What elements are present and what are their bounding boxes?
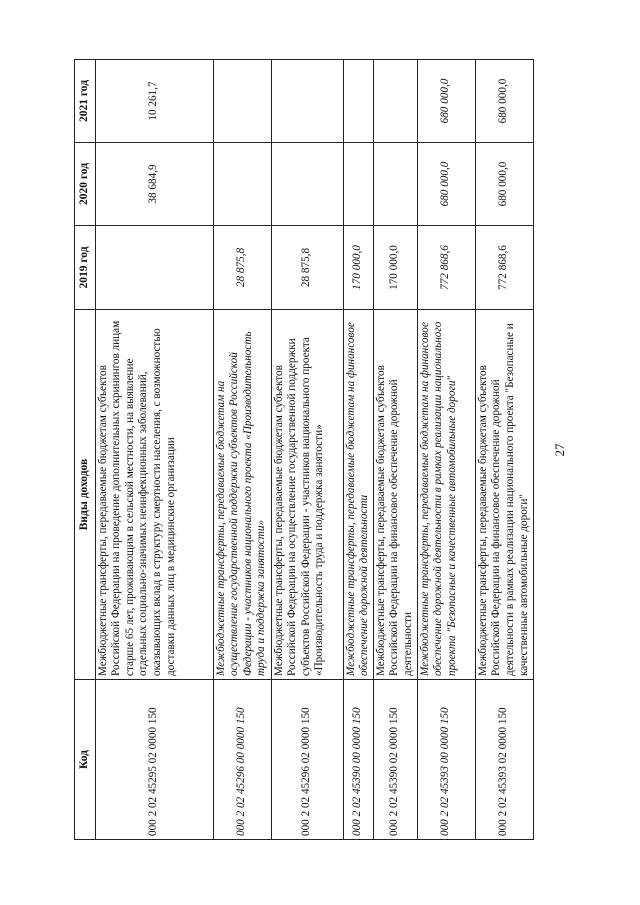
row-2020: 680 000,0 <box>475 143 533 226</box>
row-2020 <box>213 143 271 226</box>
row-code: 000 2 02 45296 02 0000 150 <box>271 680 343 840</box>
table-header <box>75 60 96 840</box>
row-code: 000 2 02 45390 00 0000 150 <box>343 680 373 840</box>
header-row <box>75 60 96 840</box>
row-2020 <box>373 143 417 226</box>
row-2020 <box>271 143 343 226</box>
header-2019: 2019 год <box>75 226 96 310</box>
row-name: Межбюджетные трансферты, передаваемые бюджетам на финансовое обеспечение дорожной деятельности <box>343 310 373 680</box>
row-2019: 772 868,6 <box>417 226 475 310</box>
row-2021 <box>213 60 271 143</box>
row-2021 <box>343 60 373 143</box>
row-code: 000 2 02 45296 00 0000 150 <box>213 680 271 840</box>
row-2021 <box>271 60 343 143</box>
row-name: Межбюджетные трансферты, передаваемые бюджетам на финансовое обеспечение дорожной деятельности в рамках реализации национального проекта "Безопасные и качественные автомобильные дороги" <box>417 310 475 680</box>
header-code: Код <box>75 680 96 840</box>
table-row <box>213 60 271 840</box>
header-2021: 2021 год <box>75 60 96 143</box>
row-2021: 10 261,7 <box>95 60 213 143</box>
table-body <box>95 60 533 840</box>
table-row <box>95 60 213 840</box>
row-2019: 170 000,0 <box>373 226 417 310</box>
row-code: 000 2 02 45393 02 0000 150 <box>475 680 533 840</box>
row-2019: 28 875,8 <box>213 226 271 310</box>
row-name: Межбюджетные трансферты, передаваемые бюджетам субъектов Российской Федерации на финансовое обеспечение дорожной деятельности в рамках реализации национального проекта "Безопасные и качественные автомобильные дороги" <box>475 310 533 680</box>
table-row <box>271 60 343 840</box>
row-code: 000 2 02 45393 00 0000 150 <box>417 680 475 840</box>
row-2020 <box>343 143 373 226</box>
row-2019: 772 868,6 <box>475 226 533 310</box>
row-2019 <box>95 226 213 310</box>
page-number: 27 <box>552 443 567 457</box>
row-code: 000 2 02 45390 02 0000 150 <box>373 680 417 840</box>
row-2021: 680 000,0 <box>475 60 533 143</box>
revenue-table <box>74 59 534 840</box>
row-code: 000 2 02 45295 02 0000 150 <box>95 680 213 840</box>
row-2020: 38 684,9 <box>95 143 213 226</box>
header-name: Виды доходов <box>75 310 96 680</box>
row-name: Межбюджетные трансферты, передаваемые бюджетам субъектов Российской Федерации на финансовое обеспечение дорожной деятельности <box>373 310 417 680</box>
row-2019: 28 875,8 <box>271 226 343 310</box>
header-2020: 2020 год <box>75 143 96 226</box>
table-row <box>475 60 533 840</box>
row-name: Межбюджетные трансферты, передаваемые бюджетам субъектов Российской Федерации на проведение дополнительных скринингов лицам старше 65 лет, проживающим в сельской местности, на выявление отдельных социально-значимых неинфекционных заболеваний, оказывающих вклад в структуру смертности населения, с возможностью доставки данных лиц в медицинские организации <box>95 310 213 680</box>
rotated-table-container <box>74 60 534 840</box>
row-name: Межбюджетные трансферты, передаваемые бюджетам на осуществление государственной поддержки субъектов Российской Федерации - участников национального проекта «Производительность труда и поддержка занятости» <box>213 310 271 680</box>
table-row <box>343 60 373 840</box>
row-name: Межбюджетные трансферты, передаваемые бюджетам субъектов Российской Федерации на осуществление государственной поддержки субъектов Российской Федерации - участников национального проекта «Производительность труда и поддержка занятости» <box>271 310 343 680</box>
row-2021 <box>373 60 417 143</box>
row-2020: 680 000,0 <box>417 143 475 226</box>
row-2019: 170 000,0 <box>343 226 373 310</box>
table-row <box>373 60 417 840</box>
table-row <box>417 60 475 840</box>
row-2021: 680 000,0 <box>417 60 475 143</box>
